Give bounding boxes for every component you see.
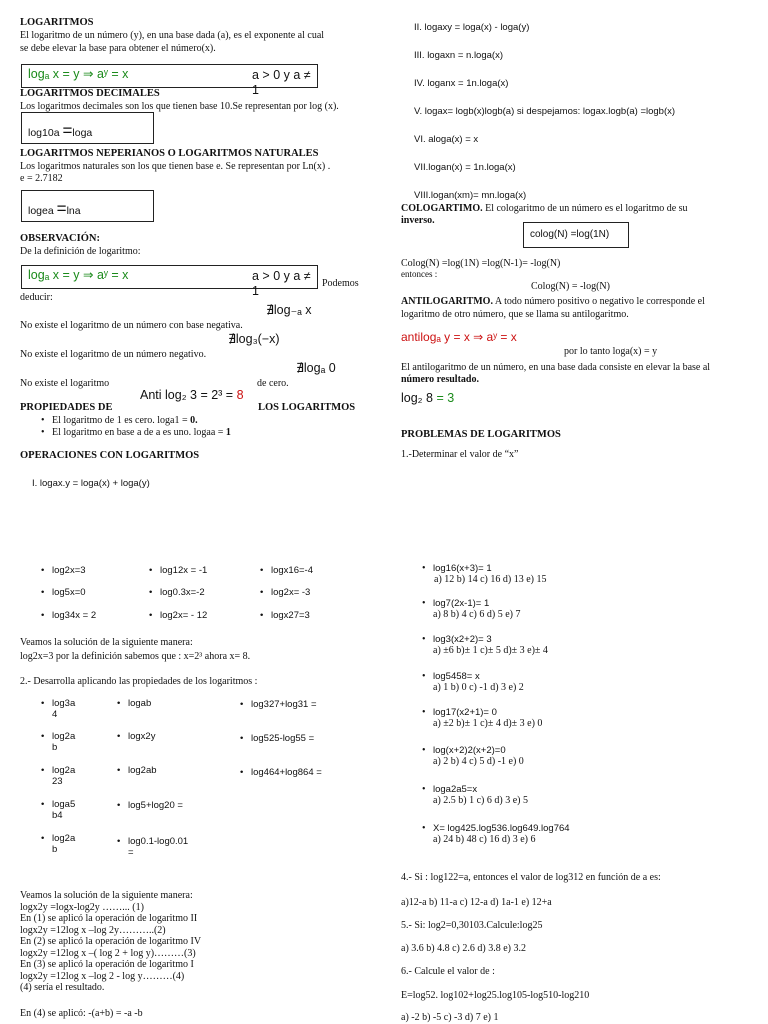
problem-options: a) 2.5 b) 1 c) 6 d) 3 e) 5 — [433, 795, 528, 807]
problem-item — [433, 563, 546, 586]
problem-expression: • log16(x+3)= 1 — [433, 563, 492, 574]
solution-walkthrough — [20, 890, 201, 994]
operacion-7: VII.logan(x) = 1n.loga(x) — [414, 162, 516, 173]
problem-options: a) ±2 b)± 1 c)± 4 d)± 3 e) 0 — [433, 718, 543, 730]
equals-sign: = — [56, 199, 67, 218]
problem-options: a) 2 b) 4 c) 5 d) -1 e) 0 — [433, 756, 524, 768]
develop-item: • log2a b — [52, 833, 75, 855]
operacion-6: VI. aloga(x) = x — [414, 134, 479, 145]
solution-line: logx2y =12log x –( log 2 + log y)………(3) — [20, 947, 196, 959]
antilogaritmo-definition-2: logaritmo de otro número, que se llama su antilogaritmo. — [401, 309, 629, 320]
neperianos-title: LOGARITMOS NEPERIANOS O LOGARITMOS NATURALES — [20, 148, 319, 159]
no-existe-text: No existe el logaritmo — [20, 378, 110, 389]
problem-item — [433, 707, 542, 730]
example-item: • logx16=-4 — [271, 565, 313, 576]
antilogaritmo-base-text-2: número resultado. — [401, 374, 479, 385]
problem-item — [433, 784, 528, 807]
example-item: • log5x=0 — [52, 587, 86, 598]
equals-sign: = — [62, 121, 73, 140]
question-4-options: a)12-a b) 11-a c) 12-a d) 1a-1 e) 12+a — [401, 897, 552, 908]
develop-item: • log327+log31 = — [251, 699, 317, 710]
observacion-title: OBSERVACIÓN: — [20, 233, 100, 244]
cologaritmo-title: COLOGARTIMO. — [401, 203, 483, 214]
decimal-log-left: log10a — [28, 127, 60, 139]
example-item: • logx27=3 — [271, 610, 310, 621]
problem-options: a) 8 b) 4 c) 6 d) 5 e) 7 — [433, 609, 521, 621]
develop-item: • log3a 4 — [52, 698, 75, 720]
neperianos-text-1: Los logaritmos naturales son los que tienen base e. Se representan por Ln(x) . — [20, 161, 331, 172]
decimal-log-right: loga — [72, 127, 93, 139]
develop-item: • log2a 23 — [52, 765, 75, 787]
definition-formula: logₐ x = y ⇒ aʸ = x — [28, 67, 129, 81]
question-6-options: a) -2 b) -5 c) -3 d) 7 e) 1 — [401, 1012, 499, 1023]
solution-line: En (2) se aplicó la operación de logaritmo IV — [20, 936, 202, 947]
problem-expression: • log(x+2)2(x+2)=0 — [433, 745, 506, 756]
problemas-title: PROBLEMAS DE LOGARITMOS — [401, 429, 561, 440]
question-5: 5.- Si: log2=0,30103.Calcule:log25 — [401, 920, 543, 931]
propiedad-2-text: El logaritmo en base a de a es uno. logaa = — [52, 427, 226, 438]
neperianos-text-2: e = 2.7182 — [20, 173, 63, 184]
problem-item — [433, 823, 570, 846]
problem-options: a) 12 b) 14 c) 16 d) 13 e) 15 — [434, 574, 547, 586]
problem-expression: • loga2a5=x — [433, 784, 478, 795]
problem-expression: • log7(2x-1)= 1 — [433, 598, 490, 609]
operacion-2: II. logaxy = loga(x) - loga(y) — [414, 22, 530, 33]
operacion-5: V. logax= logb(x)logb(a) si despejamos: logax.logb(a) =logb(x) — [414, 106, 676, 117]
negative-base-expression: ∄log₋ₐ x — [266, 303, 312, 317]
solution-line: logx2y =12log x –log 2y………..(2) — [20, 924, 166, 936]
develop-item: • log2ab — [128, 765, 157, 776]
no-negative-base-text: No existe el logaritmo de un número con base negativa. — [20, 320, 243, 331]
example-item: • log2x=3 — [52, 565, 86, 576]
logaritmos-title: LOGARITMOS — [20, 17, 94, 28]
antilog-example — [140, 388, 244, 403]
antilogaritmo-definition-1 — [401, 296, 705, 308]
question-6-expression: E=log52. log102+log25.log105-log510-log210 — [401, 990, 590, 1001]
question-6: 6.- Calcule el valor de : — [401, 966, 495, 977]
example-item: • log2x= -3 — [271, 587, 310, 598]
operaciones-title: OPERACIONES CON LOGARITMOS — [20, 450, 200, 461]
develop-item: • log5+log20 = — [128, 800, 183, 811]
veamos-intro: Veamos la solución de la siguiente manera: — [20, 637, 193, 648]
decimales-text: Los logaritmos decimales son los que tienen base 10.Se representan por log (x). — [20, 101, 339, 112]
problem-options: a) 1 b) 0 c) -1 d) 3 e) 2 — [433, 682, 524, 694]
cologaritmo-definition-2: inverso. — [401, 215, 435, 226]
cologaritmo-box: colog(N) =log(1N) — [523, 222, 629, 248]
example-item: • log34x = 2 — [52, 610, 96, 621]
operacion-8: VIII.logan(xm)= mn.loga(x) — [414, 190, 527, 201]
solution-line: En (1) se aplicó la operación de logaritmo II — [20, 913, 198, 924]
decimal-log-box — [21, 112, 154, 144]
develop-item: • log464+log864 = — [251, 767, 322, 778]
observacion-formula: logₐ x = y ⇒ aʸ = x — [28, 268, 129, 282]
deducir-text: deducir: — [20, 292, 53, 303]
definition-line-1: El logaritmo de un número (y), en una base dada (a), es el exponente al cual — [20, 30, 325, 41]
question-5-options: a) 3.6 b) 4.8 c) 2.6 d) 3.8 e) 3.2 — [401, 943, 526, 954]
develop-item: • logab — [128, 698, 151, 709]
problem-item — [433, 671, 524, 694]
antilogaritmo-title: ANTILOGARITMO. — [401, 296, 493, 307]
natural-log-box — [21, 190, 154, 222]
problem-options: a) 24 b) 48 c) 16 d) 3 e) 6 — [433, 834, 536, 846]
podemos-text: Podemos — [322, 278, 359, 289]
problema-1-intro: 1.-Determinar el valor de “x” — [401, 449, 519, 460]
definition-line-2: se debe elevar la base para obtener el número(x). — [20, 43, 216, 54]
veamos-solution: log2x=3 por la definición sabemos que : x=2³ ahora x= 8. — [20, 651, 251, 662]
question-4: 4.- Si : log122=a, entonces el valor de log312 en función de a es: — [401, 872, 661, 883]
problem-item — [433, 598, 520, 621]
por-lo-tanto-text: por lo tanto loga(x) = y — [564, 346, 658, 357]
antilogaritmo-text: A todo número positivo o negativo le corresponde el — [492, 296, 705, 307]
cologaritmo-definition-1 — [401, 203, 688, 215]
log2-8-right: = 3 — [436, 391, 455, 405]
develop-item: • logx2y — [128, 731, 155, 742]
de-cero-text: de cero. — [257, 378, 289, 389]
propiedad-1 — [52, 415, 198, 427]
develop-item: • log2a b — [52, 731, 75, 753]
solution-line: (4) sería el resultado. — [20, 982, 105, 993]
zero-log-expression: ∄logₐ 0 — [296, 361, 336, 375]
operacion-3: III. logaxn = n.loga(x) — [414, 50, 503, 61]
natural-log-right: lna — [66, 205, 81, 217]
problem-expression: • log17(x2+1)= 0 — [433, 707, 497, 718]
propiedad-1-value: 0. — [190, 415, 198, 426]
observacion-text: De la definición de logaritmo: — [20, 246, 141, 257]
negative-number-expression: ∄log₃(−x) — [228, 332, 280, 346]
example-item: • log12x = -1 — [160, 565, 207, 576]
solution-line: logx2y =12log x –log 2 - log y………(4) — [20, 970, 185, 982]
develop-item: • log0.1-log0.01 = — [128, 836, 188, 858]
problem-expression: • log5458= x — [433, 671, 480, 682]
problem-item — [433, 634, 548, 657]
log2-8-example — [401, 391, 454, 406]
propiedad-1-text: El logaritmo de 1 es cero. loga1 = — [52, 415, 191, 426]
solution-line: logx2y =logx-log2y ……... (1) — [20, 901, 144, 913]
cologaritmo-text: El cologaritmo de un número es el logaritmo de su — [482, 203, 688, 214]
operacion-1: I. logax.y = loga(x) + loga(y) — [32, 478, 150, 489]
definition-formula-condition: a > 0 y a ≠ 1 — [252, 68, 311, 97]
develop-item: • loga5 b4 — [52, 799, 75, 821]
antilogaritmo-formula: antilogₐ y = x ⇒ aʸ = x — [401, 330, 517, 344]
propiedad-2-value: 1 — [225, 427, 231, 438]
decimales-title: LOGARITMOS DECIMALES — [20, 88, 160, 99]
solution-line: En (3) se aplicó la operación de logaritmo I — [20, 959, 194, 970]
problem-item — [433, 745, 524, 768]
cologaritmo-result: Colog(N) = -log(N) — [531, 281, 610, 292]
antilog-example-formula: Anti log₂ 3 = 2³ = — [140, 388, 237, 402]
no-negative-number-text: No existe el logaritmo de un número negativo. — [20, 349, 207, 360]
example-item: • log0.3x=-2 — [160, 587, 205, 598]
problem-options: a) ±6 b)± 1 c)± 5 d)± 3 e)± 4 — [433, 645, 548, 657]
observacion-formula-condition: a > 0 y a ≠ 1 — [252, 269, 311, 298]
antilog-example-result: 8 — [236, 388, 244, 402]
antilogaritmo-base-text-1: El antilogaritmo de un número, en una base dada consiste en elevar la base al — [401, 362, 711, 373]
cologaritmo-derivation: Colog(N) =log(1N) =log(N-1)= -log(N) — [401, 258, 561, 269]
operacion-4: IV. loganx = 1n.loga(x) — [414, 78, 509, 89]
example-item: • log2x= - 12 — [160, 610, 207, 621]
propiedades-heading-left: PROPIEDADES DE — [20, 402, 113, 413]
propiedades-heading-right: LOS LOGARITMOS — [258, 402, 356, 413]
solution-final-note: En (4) se aplicó: -(a+b) = -a -b — [20, 1008, 143, 1019]
solution-line: Veamos la solución de la siguiente manera: — [20, 890, 193, 901]
problem-expression: • log3(x2+2)= 3 — [433, 634, 492, 645]
entonces-text: entonces : — [401, 269, 438, 279]
natural-log-left: logea — [28, 205, 54, 217]
log2-8-left: log₂ 8 — [401, 391, 437, 405]
problem-expression: • X= log425.log536.log649.log764 — [433, 823, 570, 834]
develop-item: • log525-log55 = — [251, 733, 314, 744]
propiedad-2 — [52, 427, 231, 439]
desarrolla-question: 2.- Desarrolla aplicando las propiedades de los logaritmos : — [20, 676, 258, 687]
